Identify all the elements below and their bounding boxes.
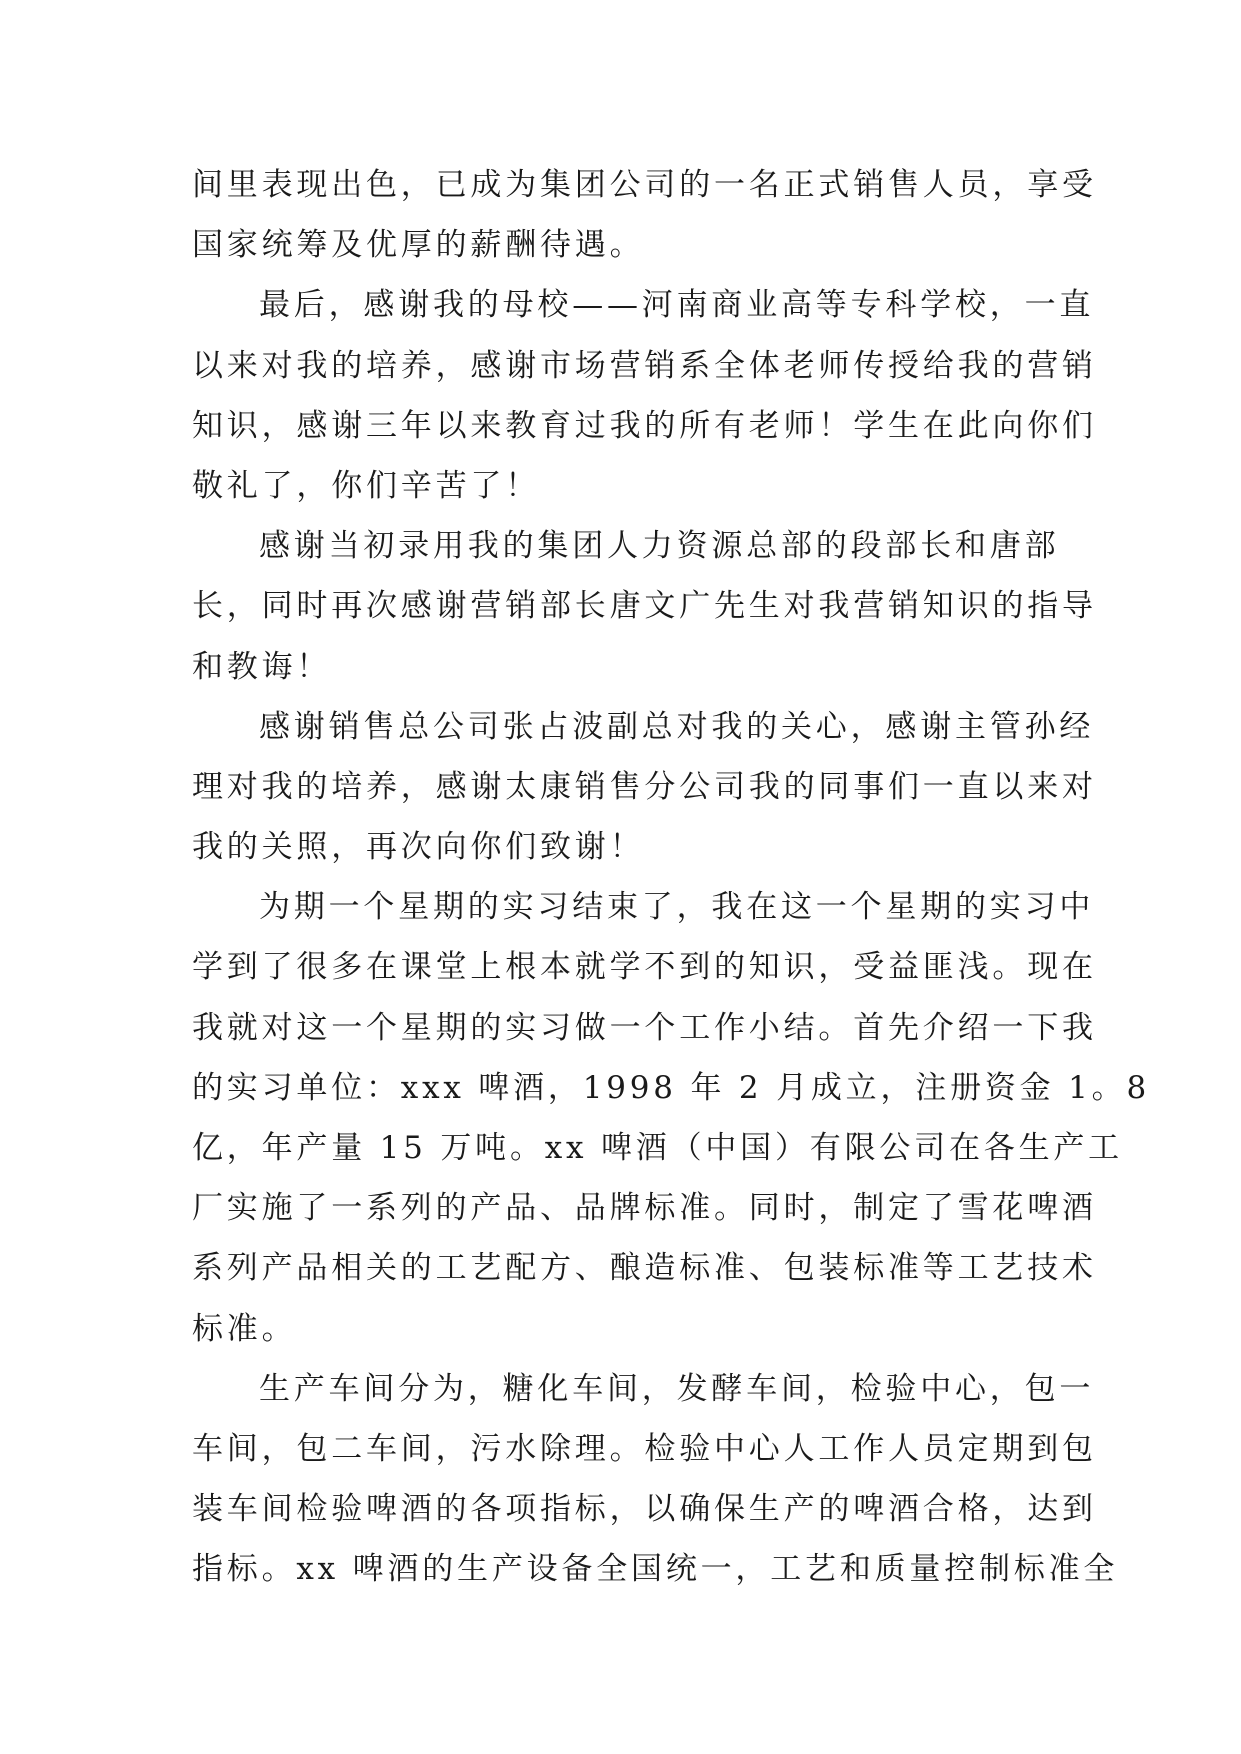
paragraph-first-line: 生产车间分为，糖化车间，发酵车间，检验中心，包一 [259,1370,1095,1407]
text-line: 系列产品相关的工艺配方、酿造标准、包装标准等工艺技术 [192,1250,1097,1287]
text-line: 长，同时再次感谢营销部长唐文广先生对我营销知识的指导 [192,588,1097,625]
text-line: 间里表现出色，已成为集团公司的一名正式销售人员，享受 [192,167,1097,203]
text-line: 亿，年产量 15 万吨。xx 啤酒（中国）有限公司在各生产工 [192,1130,1123,1166]
text-line: 知识，感谢三年以来教育过我的所有老师！学生在此向你们 [192,407,1097,444]
text-line: 国家统筹及优厚的薪酬待遇。 [192,227,645,264]
body-text [192,155,1150,1600]
text-line: 以来对我的培养，感谢市场营销系全体老师传授给我的营销 [192,347,1097,384]
text-line: 指标。xx 啤酒的生产设备全国统一，工艺和质量控制标准全 [192,1551,1119,1588]
text-line: 学到了很多在课堂上根本就学不到的知识，受益匪浅。现在 [192,949,1097,986]
text-line: 的实习单位：xxx 啤酒，1998 年 2 月成立，注册资金 1。8 [192,1069,1150,1106]
text-line: 装车间检验啤酒的各项指标，以确保生产的啤酒合格，达到 [192,1491,1097,1528]
text-line: 敬礼了，你们辛苦了！ [192,467,540,504]
paragraph-first-line: 为期一个星期的实习结束了，我在这一个星期的实习中 [259,889,1095,926]
text-line: 我就对这一个星期的实习做一个工作小结。首先介绍一下我 [192,1009,1097,1046]
paragraph-first-line: 最后，感谢我的母校——河南商业高等专科学校，一直 [259,287,1095,324]
text-line: 车间，包二车间，污水除理。检验中心人工作人员定期到包 [192,1430,1097,1467]
text-line: 标准。 [192,1310,297,1347]
text-line: 理对我的培养，感谢太康销售分公司我的同事们一直以来对 [192,768,1097,805]
paragraph-first-line: 感谢当初录用我的集团人力资源总部的段部长和唐部 [259,528,1060,565]
text-line: 和教诲！ [192,648,332,685]
text-line: 我的关照，再次向你们致谢！ [192,829,645,866]
paragraph-first-line: 感谢销售总公司张占波副总对我的关心，感谢主管孙经 [259,708,1095,745]
text-line: 厂实施了一系列的产品、品牌标准。同时，制定了雪花啤酒 [192,1190,1097,1227]
